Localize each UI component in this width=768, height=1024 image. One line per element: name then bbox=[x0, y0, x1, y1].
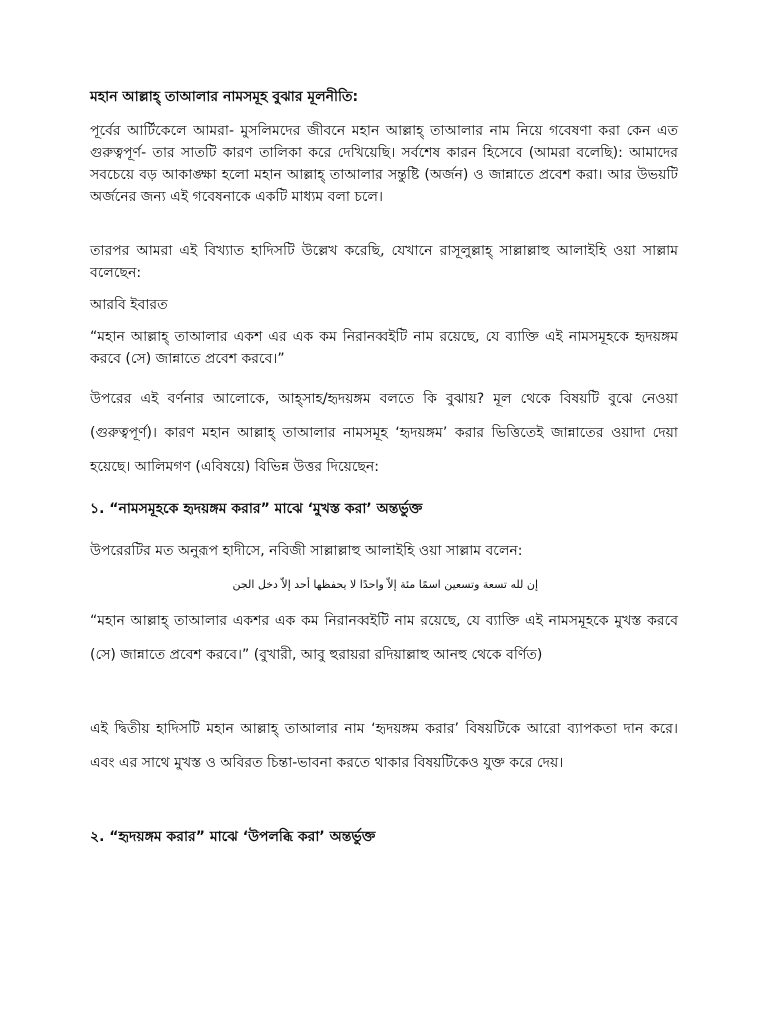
hadith-intro-paragraph-2: উপরেরটির মত অনুরূপ হাদীসে, নবিজী সাল্লাল্লাহু আলাইহি ওয়া সাল্লাম বলেন: bbox=[90, 543, 523, 559]
hadith-quote-2: “মহান আল্লাহ্‌ তাআলার একশর এক কম নিরানব্বইটি নাম রয়েছে, যে ব্যাক্তি এই নামসমূহকে মুখস্ত করবে (সে) জান্নাতে প্রবেশ করবে।” (বুখারী, আবু হুরায়রা রদিয়াল্লাহু আনহু থেকে বর্ণিত) bbox=[90, 613, 678, 663]
intro-paragraph: পূর্বের আর্টিকেলে আমরা- মুসলিমদের জীবনে মহান আল্লাহ্‌ তাআলার নাম নিয়ে গবেষণা করা কেন এত গুরুত্বপূর্ণ- তার সাতটি কারণ তালিকা করে দেখিয়েছি। সর্বশেষ কারন হিসেবে (আমরা বলেছি): আমাদের সবচেয়ে বড় আকাঙ্ক্ষা হলো মহান আল্লাহ্‌ তাআলার সন্তুষ্টি (অর্জন) ও জান্নাতে প্রবেশ করা। আর উভয়টি অর্জনের জন্য এই গবেষনাকে একটি মাধ্যম বলা চলে। bbox=[90, 123, 678, 205]
conclusion-paragraph: এই দ্বিতীয় হাদিসটি মহান আল্লাহ্‌ তাআলার নাম ‘হৃদয়ঙ্গম করার’ বিষয়টিকে আরো ব্যাপকতা দান করে। এবং এর সাথে মুখস্ত ও অবিরত চিন্তা-ভাবনা করতে থাকার বিষয়টিকেও যুক্ত করে দেয়। bbox=[90, 721, 678, 771]
section-2-heading: ২. “হৃদয়ঙ্গম করার” মাঝে ‘উপলব্ধি করা’ অন্তর্ভুক্ত bbox=[90, 829, 376, 845]
explanation-paragraph: উপরের এই বর্ণনার আলোকে, আহ্‌সাহ/হৃদয়ঙ্গম বলতে কি বুঝায়? মূল থেকে বিষয়টি বুঝে নেওয়া (গুরুত্বপূর্ণ)। কারণ মহান আল্লাহ্‌ তাআলার নামসমূহ ‘হৃদয়ঙ্গম’ করার ভিত্তিতেই জান্নাতের ওয়াদা দেয়া হয়েছে। আলিমগণ (এবিষয়ে) বিভিন্ন উত্তর দিয়েছেন: bbox=[90, 391, 678, 475]
document-heading: মহান আল্লাহ্‌ তাআলার নামসমূহ বুঝার মূলনীতি: bbox=[90, 89, 359, 105]
hadith-quote-1: “মহান আল্লাহ্‌ তাআলার একশ এর এক কম নিরানব্বইটি নাম রয়েছে, যে ব্যাক্তি এই নামসমূহকে হৃদয়ঙ্গম করবে (সে) জান্নাতে প্রবেশ করবে।” bbox=[90, 329, 678, 367]
section-1-heading: ১. “নামসমূহকে হৃদয়ঙ্গম করার” মাঝে ‘মুখস্ত করা’ অন্তর্ভুক্ত bbox=[90, 501, 423, 517]
arabic-label: আরবি ইবারত bbox=[90, 297, 168, 313]
hadith-intro-paragraph: তারপর আমরা এই বিখ্যাত হাদিসটি উল্লেখ করেছি, যেখানে রাসূলুল্লাহ্‌ সাল্লাল্লাহু আলাইহি ওয়া সাল্লাম বলেছেন: bbox=[90, 243, 678, 281]
arabic-hadith-text: إن لله تسعة وتسعين اسمًا مئة إلاّ واحدًا لا يحفظها أحد إلاّ دخل الجن bbox=[232, 578, 538, 591]
